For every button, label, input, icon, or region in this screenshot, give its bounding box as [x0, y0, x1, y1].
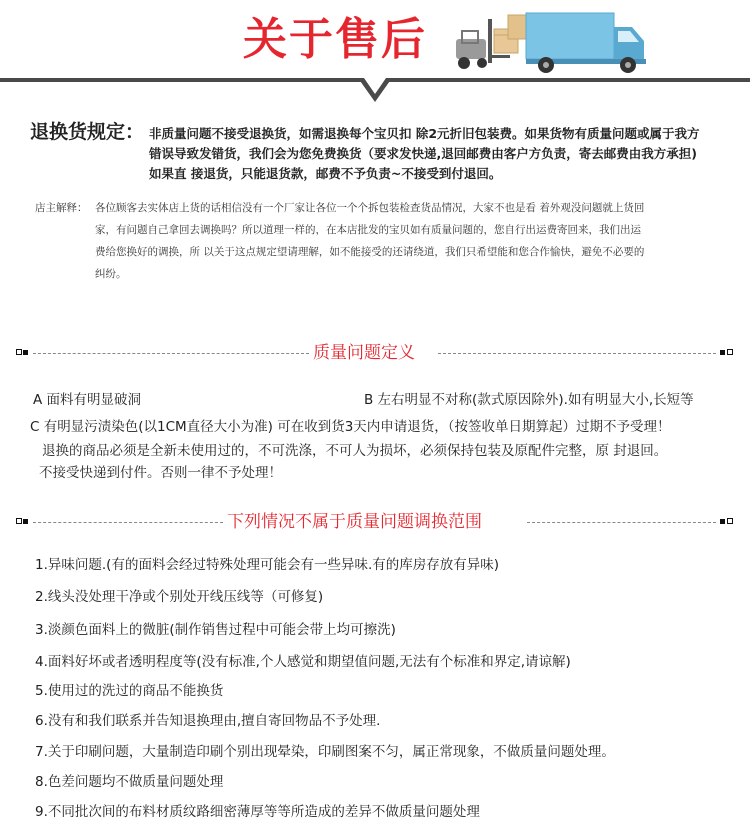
- list-item: 3.淡颜色面料上的微脏(制作销售过程中可能会带上均可擦洗): [35, 622, 396, 638]
- policy-line: 如果直 接退货，只能退货款，邮费不予负责~不接受到付退回。: [149, 166, 502, 181]
- owner-note-line: 费给您换好的调换，所 以关于这点规定望请理解，如不能接受的还请绕道，我们只希望能和您合作愉快，避免不必要的: [95, 246, 645, 258]
- list-item: 9.不同批次间的布料材质纹路细密薄厚等等所造成的差异不做质量问题处理: [35, 804, 480, 820]
- list-item: 7.关于印刷问题，大量制造印刷个别出现晕染，印刷图案不匀，属正常现象，不做质量问题处理。: [35, 744, 615, 760]
- list-item: 8.色差问题均不做质量问题处理: [35, 774, 224, 790]
- quality-line: 不接受快递到付件。否则一律不予处理！: [39, 465, 282, 481]
- quality-item-c: C 有明显污渍染色(以1CM直径大小为准) 可在收到货3天内申请退货，（按签收单日期算起）过期不予受理！: [30, 419, 671, 435]
- owner-note-line: 纠纷。: [95, 268, 127, 280]
- policy-line: 错误导致发错货，我们会为您免费换货（要求发快递,退回邮费由客户方负责，寄去邮费由我方承担): [149, 146, 697, 161]
- section-divider: [33, 353, 309, 354]
- list-item: 5.使用过的洗过的商品不能换货: [35, 683, 224, 699]
- page-title: 关于售后: [243, 14, 427, 65]
- section-marker-icon: [23, 350, 28, 355]
- list-item: 1.异味问题.(有的面料会经过特殊处理可能会有一些异味.有的库房存放有异味): [35, 557, 499, 573]
- quality-item-a: A 面料有明显破洞: [33, 392, 142, 408]
- quality-line: 退换的商品必须是全新未使用过的，不可洗涤，不可人为损坏，必须保持包装及原配件完整，原 封退回。: [42, 443, 668, 459]
- owner-note-label: 店主解释：: [35, 202, 88, 214]
- list-item: 6.没有和我们联系并告知退换理由,擅自寄回物品不予处理.: [35, 713, 381, 729]
- section-divider: [438, 353, 716, 354]
- owner-note-line: 各位顾客去实体店上货的话相信没有一个厂家让各位一个个拆包装检查货品情况，大家不也是看 着外观没问题就上货回: [95, 202, 645, 214]
- section-marker-icon: [727, 518, 733, 524]
- section-marker-icon: [16, 349, 22, 355]
- list-item: 2.线头没处理干净或个别处开线压线等（可修复): [35, 589, 324, 605]
- section-marker-icon: [720, 519, 725, 524]
- section-marker-icon: [727, 349, 733, 355]
- quality-section-title: 质量问题定义: [313, 343, 415, 363]
- exclusion-section-title: 下列情况不属于质量问题调换范围: [227, 512, 482, 532]
- section-marker-icon: [720, 350, 725, 355]
- owner-note-line: 家，有问题自己拿回去调换吗？所以道理一样的，在本店批发的宝贝如有质量问题的，您自行出运费寄回来，我们出运: [95, 224, 641, 236]
- section-marker-icon: [23, 519, 28, 524]
- section-divider: [527, 522, 716, 523]
- policy-label: 退换货规定：: [30, 121, 145, 143]
- section-marker-icon: [16, 518, 22, 524]
- quality-item-b: B 左右明显不对称(款式原因除外).如有明显大小,长短等: [364, 392, 694, 408]
- list-item: 4.面料好坏或者透明程度等(没有标准,个人感觉和期望值问题,无法有个标准和界定,请谅解): [35, 654, 571, 670]
- header-notch-icon: [358, 78, 392, 104]
- policy-line: 非质量问题不接受退换货，如需退换每个宝贝扣 除2元折旧包装费。如果货物有质量问题或属于我方: [149, 126, 700, 141]
- owner-note-text: [95, 197, 735, 285]
- policy-text: [149, 124, 731, 184]
- section-divider: [33, 522, 223, 523]
- truck-and-forklift-icon: [450, 5, 650, 77]
